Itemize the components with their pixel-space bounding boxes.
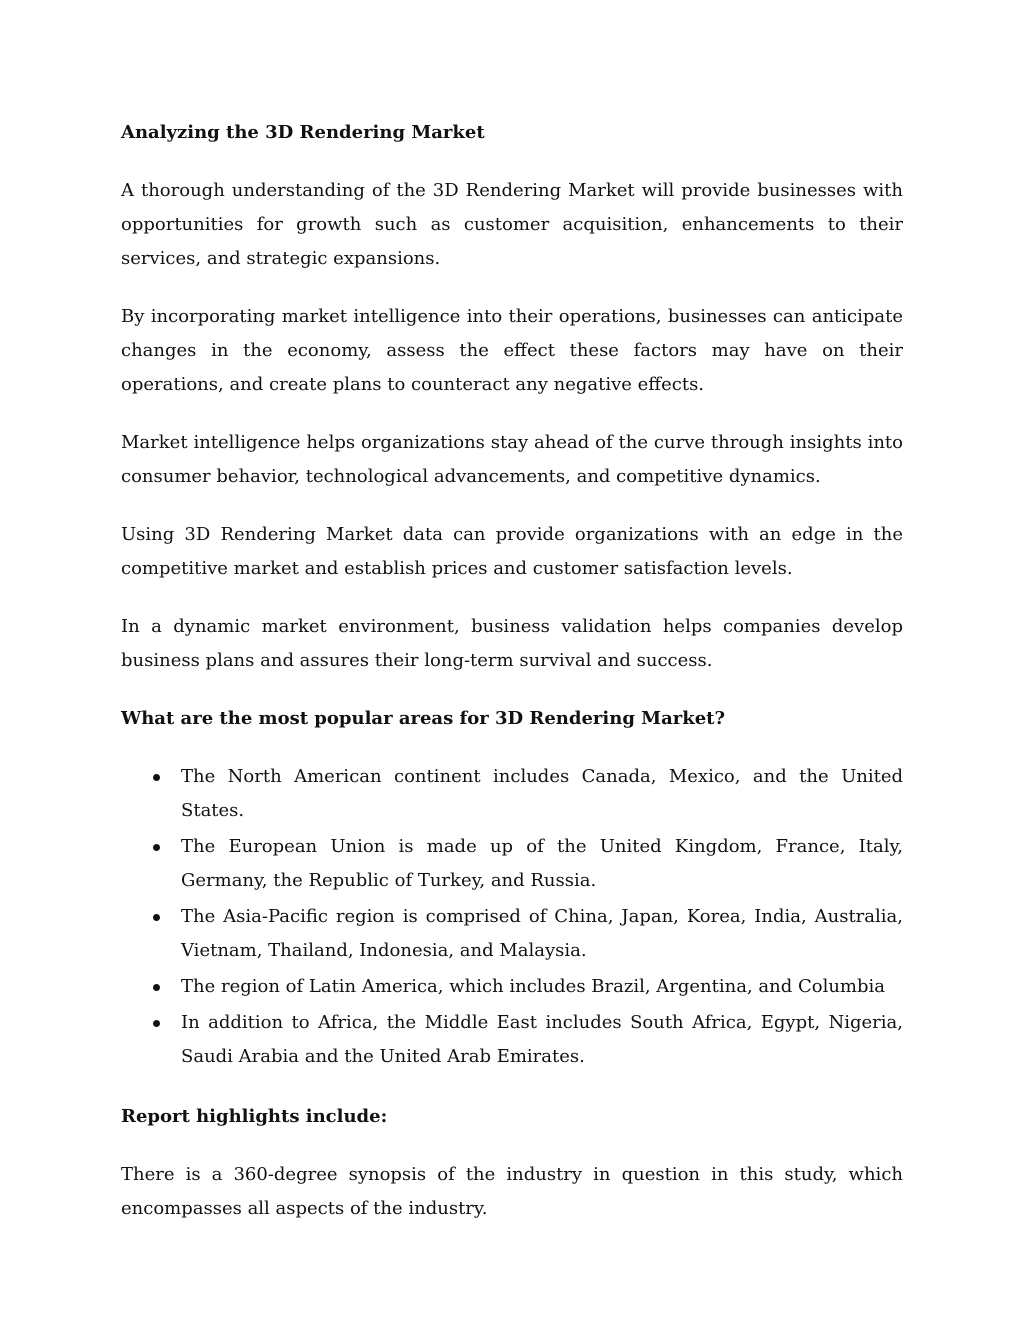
regions-list bbox=[121, 760, 903, 1074]
section-heading-analyzing: Analyzing the 3D Rendering Market bbox=[121, 122, 485, 143]
list-item: The North American continent includes Canada, Mexico, and the United States. bbox=[121, 760, 903, 828]
list-item: The region of Latin America, which includes Brazil, Argentina, and Columbia bbox=[121, 970, 903, 1004]
bullet-icon bbox=[153, 1020, 160, 1027]
paragraph-business-validation: In a dynamic market environment, business validation helps companies develop business plans and assures their long-term survival and success. bbox=[121, 616, 903, 671]
document-page bbox=[121, 116, 903, 1226]
bullet-icon bbox=[153, 984, 160, 991]
list-item: The European Union is made up of the United Kingdom, France, Italy, Germany, the Republic of Turkey, and Russia. bbox=[121, 830, 903, 898]
bullet-icon bbox=[153, 914, 160, 921]
section-heading-report-highlights: Report highlights include: bbox=[121, 1106, 388, 1127]
paragraph-market-data: Using 3D Rendering Market data can provide organizations with an edge in the competitive market and establish prices and customer satisfaction levels. bbox=[121, 524, 903, 579]
paragraph-synopsis: There is a 360-degree synopsis of the industry in question in this study, which encompasses all aspects of the industry. bbox=[121, 1164, 903, 1219]
paragraph-stay-ahead: Market intelligence helps organizations stay ahead of the curve through insights into consumer behavior, technological advancements, and competitive dynamics. bbox=[121, 432, 903, 487]
list-item: In addition to Africa, the Middle East includes South Africa, Egypt, Nigeria, Saudi Arabia and the United Arab Emirates. bbox=[121, 1006, 903, 1074]
bullet-icon bbox=[153, 774, 160, 781]
section-heading-popular-areas: What are the most popular areas for 3D Rendering Market? bbox=[121, 708, 726, 729]
paragraph-understanding: A thorough understanding of the 3D Rendering Market will provide businesses with opportunities for growth such as customer acquisition, enhancements to their services, and strategic expansions. bbox=[121, 180, 903, 269]
paragraph-market-intelligence: By incorporating market intelligence into their operations, businesses can anticipate changes in the economy, assess the effect these factors may have on their operations, and create plans to counteract any negative effects. bbox=[121, 306, 903, 395]
list-item: The Asia-Pacific region is comprised of China, Japan, Korea, India, Australia, Vietnam, Thailand, Indonesia, and Malaysia. bbox=[121, 900, 903, 968]
bullet-icon bbox=[153, 844, 160, 851]
